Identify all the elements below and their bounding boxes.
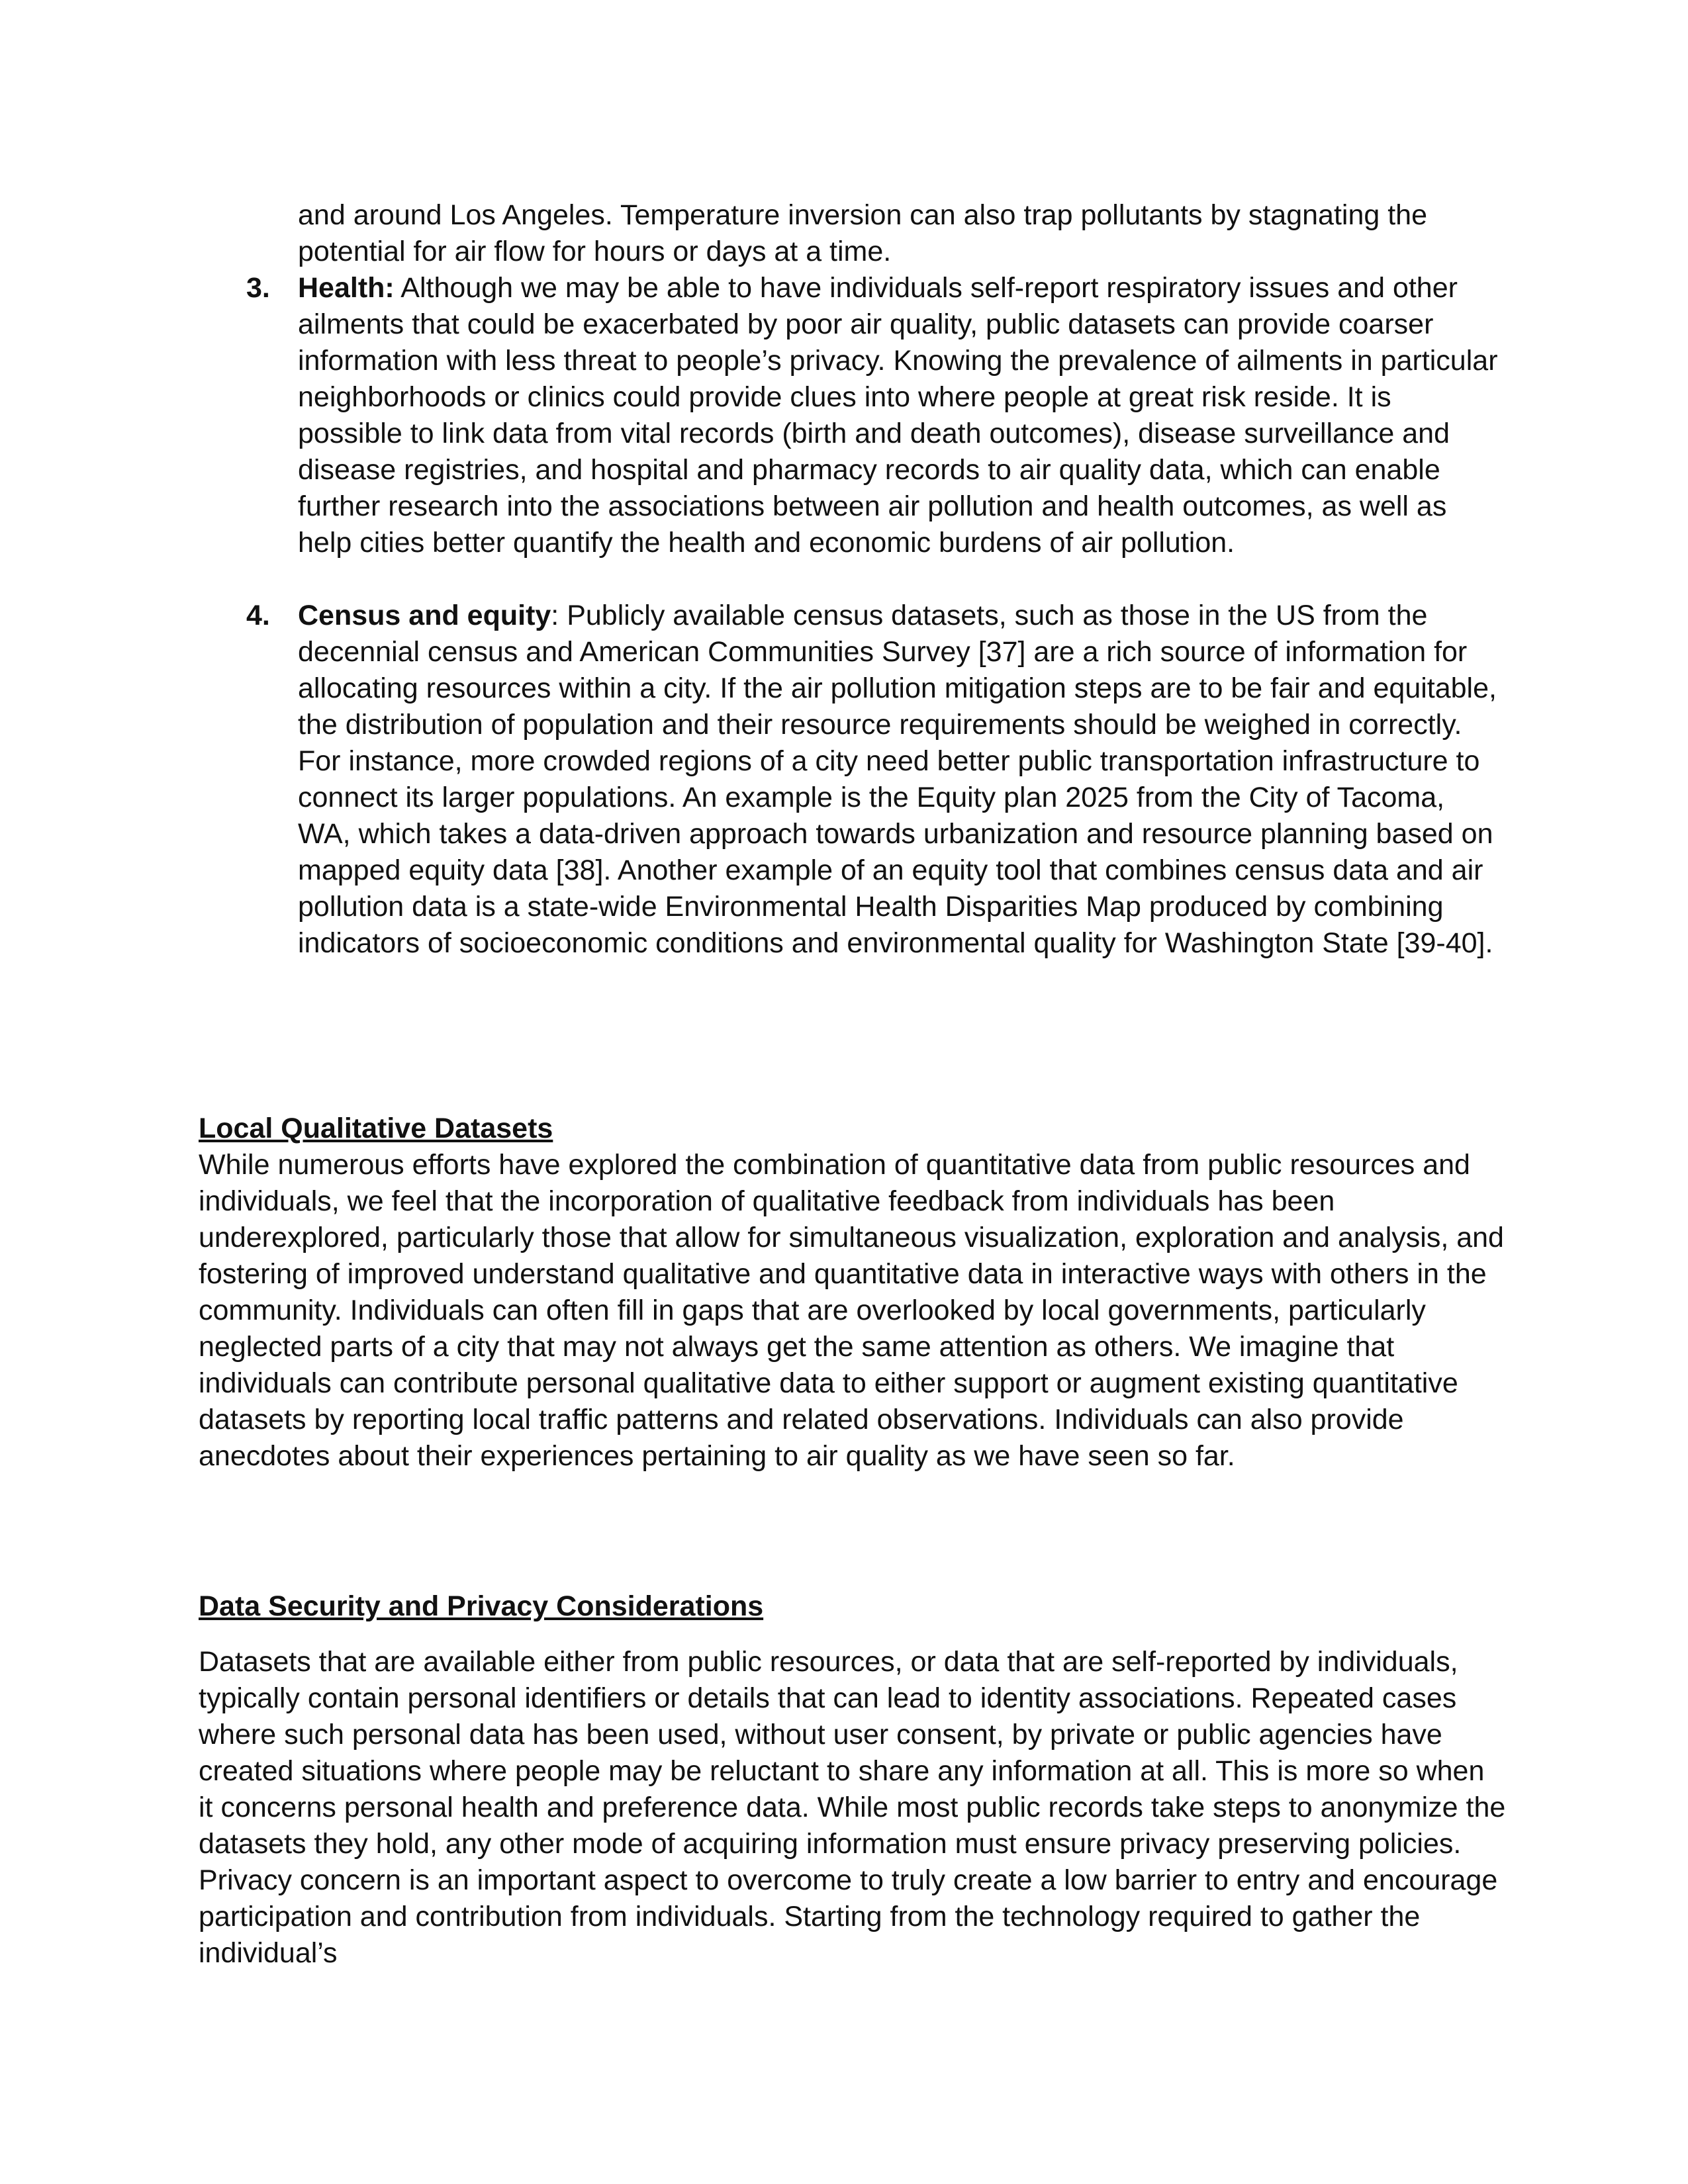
- section-heading-security-privacy: Data Security and Privacy Considerations: [199, 1590, 764, 1622]
- section-heading-local-qualitative: Local Qualitative Datasets: [199, 1113, 553, 1144]
- list-item-label: Census and equity: [298, 600, 551, 631]
- list-item-text: : Publicly available census datasets, such as those in the US from the decennial census and American Communities Survey [37] are a rich source of information for allocating resources within a city. If the air pollution mitigation steps are to be fair and equitable, the distribution of population and their resource requirements should be weighed in correctly. For instance, more crowded regions of a city need better public transportation infrastructure to connect its larger populations. An example is the Equity plan 2025 from the City of Tacoma, WA, which takes a data-driven approach towards urbanization and resource planning based on mapped equity data [38]. Another example of an equity tool that combines census data and air pollution data is a state-wide Environmental Health Disparities Map produced by combining indicators of socioeconomic conditions and environmental quality for Washington State [39-40].: [298, 600, 1497, 959]
- continuation-paragraph: and around Los Angeles. Temperature inversion can also trap pollutants by stagnating the potential for air flow for hours or days at a time.: [298, 199, 1427, 267]
- list-item-label: Health:: [298, 272, 395, 304]
- list-item-body: [298, 598, 1503, 962]
- section-paragraph-security-privacy: Datasets that are available either from public resources, or data that are self-reported by individuals, typically contain personal identifiers or details that can lead to identity associations. Repeated cases where such personal data has been used, without user consent, by private or public agencies have created situations where people may be reluctant to share any information at all. This is more so when it concerns personal health and preference data. While most public records take steps to anonymize the datasets they hold, any other mode of acquiring information must ensure privacy preserving policies. Privacy concern is an important aspect to overcome to truly create a low barrier to entry and encourage participation and contribution from individuals. Starting from the technology required to gather the individual’s: [199, 1646, 1506, 1969]
- list-number: 4.: [246, 600, 270, 631]
- list-item-text: Although we may be able to have individuals self-report respiratory issues and other ailments that could be exacerbated by poor air quality, public datasets can provide coarser information with less threat to people’s privacy. Knowing the prevalence of ailments in particular neighborhoods or clinics could provide clues into where people at great risk reside. It is possible to link data from vital records (birth and death outcomes), disease surveillance and disease registries, and hospital and pharmacy records to air quality data, which can enable further research into the associations between air pollution and health outcomes, as well as help cities better quantify the health and economic burdens of air pollution.: [298, 272, 1498, 559]
- section-paragraph-local-qualitative: While numerous efforts have explored the combination of quantitative data from public resources and individuals, we feel that the incorporation of qualitative feedback from individuals has been underexplored, particularly those that allow for simultaneous visualization, exploration and analysis, and fostering of improved understand qualitative and quantitative data in interactive ways with others in the community. Individuals can often fill in gaps that are overlooked by local governments, particularly neglected parts of a city that may not always get the same attention as others. We imagine that individuals can contribute personal qualitative data to either support or augment existing quantitative datasets by reporting local traffic patterns and related observations. Individuals can also provide anecdotes about their experiences pertaining to air quality as we have seen so far.: [199, 1149, 1504, 1472]
- list-number: 3.: [246, 272, 270, 304]
- list-item-body: [298, 270, 1503, 561]
